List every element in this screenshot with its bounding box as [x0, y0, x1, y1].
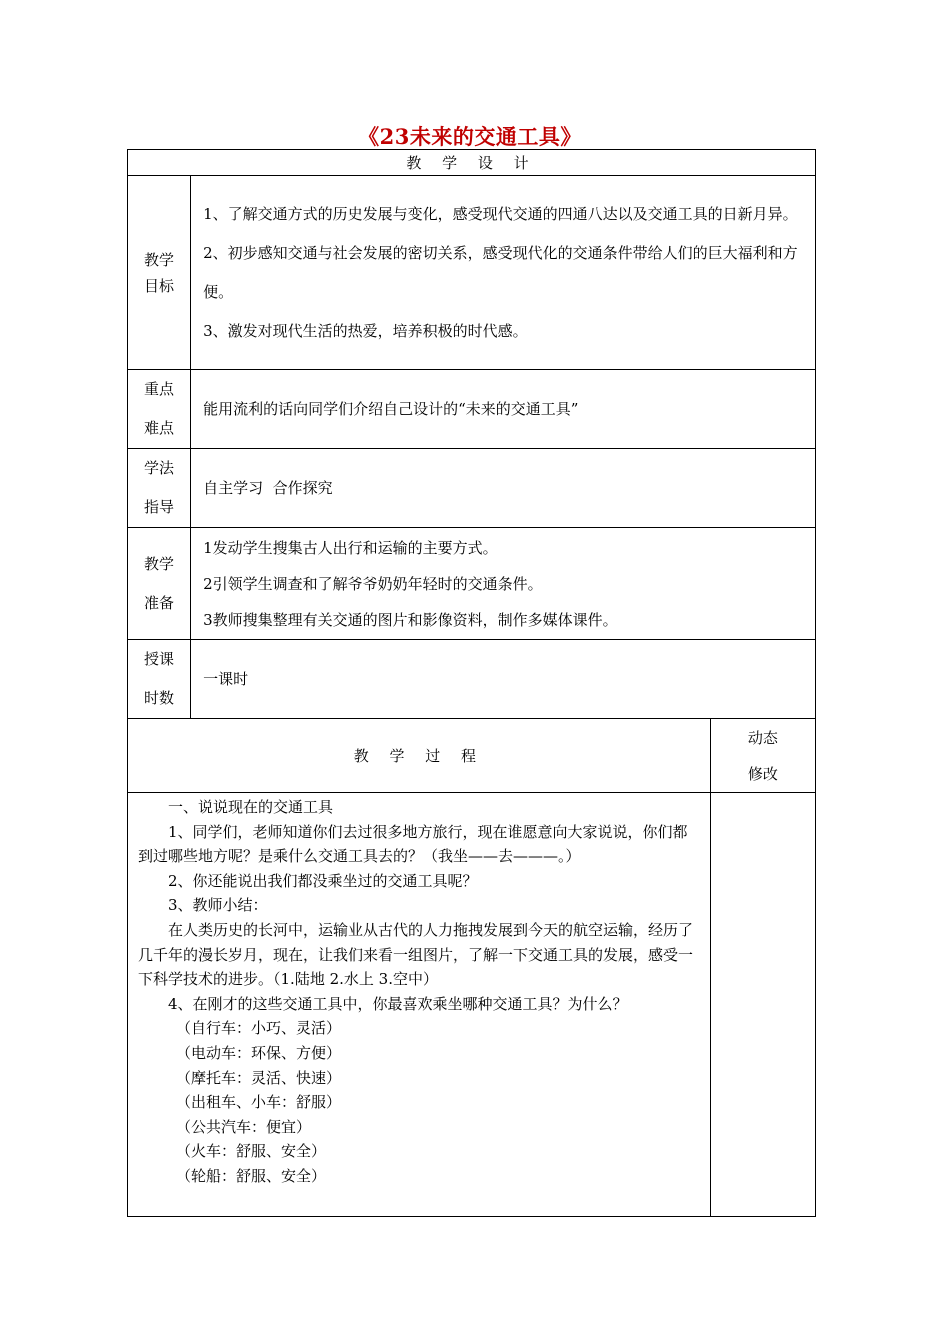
process-paragraph: 一、说说现在的交通工具 [168, 798, 334, 816]
preparation-label-line-2: 准备 [144, 593, 175, 612]
preparation-label-line-1: 教学 [144, 554, 175, 573]
preparation-item: 2引领学生调查和了解爷爷奶奶年轻时的交通条件。 [203, 574, 543, 593]
process-paragraph: 在人类历史的长河中，运输业从古代的人力拖拽发展到今天的航空运输，经历了几千年的漫长岁月，现在，让我们来看一组图片，了解一下交通工具的发展，感受一下科学技术的进步。（1.陆地 2.水上 3.空中） [138, 920, 694, 989]
goal-item: 1、了解交通方式的历史发展与变化，感受现代交通的四通八达以及交通工具的日新月异。 [203, 204, 798, 223]
key-points-content: 能用流利的话向同学们介绍自己设计的“未来的交通工具” [191, 370, 816, 449]
preparation-label [128, 528, 191, 640]
answer-item: （电动车：环保、方便） [176, 1043, 342, 1062]
process-paragraph: 4、在刚才的这些交通工具中，你最喜欢乘坐哪种交通工具？为什么？ [168, 994, 628, 1013]
answer-item: （摩托车：灵活、快速） [176, 1068, 342, 1087]
answer-item: （自行车：小巧、灵活） [176, 1019, 342, 1038]
document-title: 《23未来的交通工具》 [358, 124, 582, 149]
duration-content: 一课时 [191, 640, 816, 719]
duration-label [128, 640, 191, 719]
study-method-label-line-1: 学法 [144, 459, 175, 477]
process-paragraph: 3、教师小结： [168, 896, 268, 915]
answer-item: （公共汽车：便宜） [176, 1117, 312, 1136]
modification-line-1: 动态 [747, 728, 778, 747]
study-method-label [128, 449, 191, 528]
process-header-row [128, 719, 816, 793]
duration-label-line-2: 时数 [144, 689, 175, 707]
design-header: 教 学 设 计 [128, 150, 816, 176]
modification-header [710, 719, 815, 793]
answer-item: （火车：舒服、安全） [176, 1142, 327, 1161]
process-row [128, 793, 816, 1217]
answer-item: （出租车、小车：舒服） [176, 1093, 342, 1112]
goals-label-line-2: 目标 [144, 276, 175, 295]
design-header-row [128, 150, 816, 176]
preparation-item: 3教师搜集整理有关交通的图片和影像资料，制作多媒体课件。 [203, 610, 618, 629]
key-points-label-line-1: 重点 [144, 380, 175, 398]
preparation-content [191, 528, 816, 640]
preparation-row [128, 528, 816, 640]
goals-row [128, 176, 816, 370]
duration-label-line-1: 授课 [144, 650, 175, 668]
duration-row [128, 640, 816, 719]
process-paragraph: 1、同学们，老师知道你们去过很多地方旅行，现在谁愿意向大家说说，你们都到过哪些地方呢？是乘什么交通工具去的？（我坐——去———。） [138, 822, 688, 866]
modification-cell [710, 793, 815, 1217]
modification-line-2: 修改 [747, 764, 778, 783]
goals-label [128, 176, 191, 370]
goals-label-line-1: 教学 [144, 250, 175, 269]
study-method-label-line-2: 指导 [144, 498, 175, 516]
goal-item: 2、初步感知交通与社会发展的密切关系，感受现代化的交通条件带给人们的巨大福利和方便。 [203, 243, 798, 301]
key-points-label-line-2: 难点 [144, 419, 175, 437]
process-paragraph: 2、你还能说出我们都没乘坐过的交通工具呢？ [168, 871, 478, 890]
key-points-label [128, 370, 191, 449]
lesson-plan-table [127, 149, 816, 1217]
process-content [128, 793, 711, 1217]
process-header: 教 学 过 程 [128, 719, 711, 793]
study-method-content: 自主学习 合作探究 [191, 449, 816, 528]
preparation-item: 1发动学生搜集古人出行和运输的主要方式。 [203, 538, 498, 557]
study-method-row [128, 449, 816, 528]
key-points-row [128, 370, 816, 449]
answer-item: （轮船：舒服、安全） [176, 1166, 327, 1185]
goal-item: 3、激发对现代生活的热爱，培养积极的时代感。 [203, 321, 528, 340]
goals-content [191, 176, 816, 370]
